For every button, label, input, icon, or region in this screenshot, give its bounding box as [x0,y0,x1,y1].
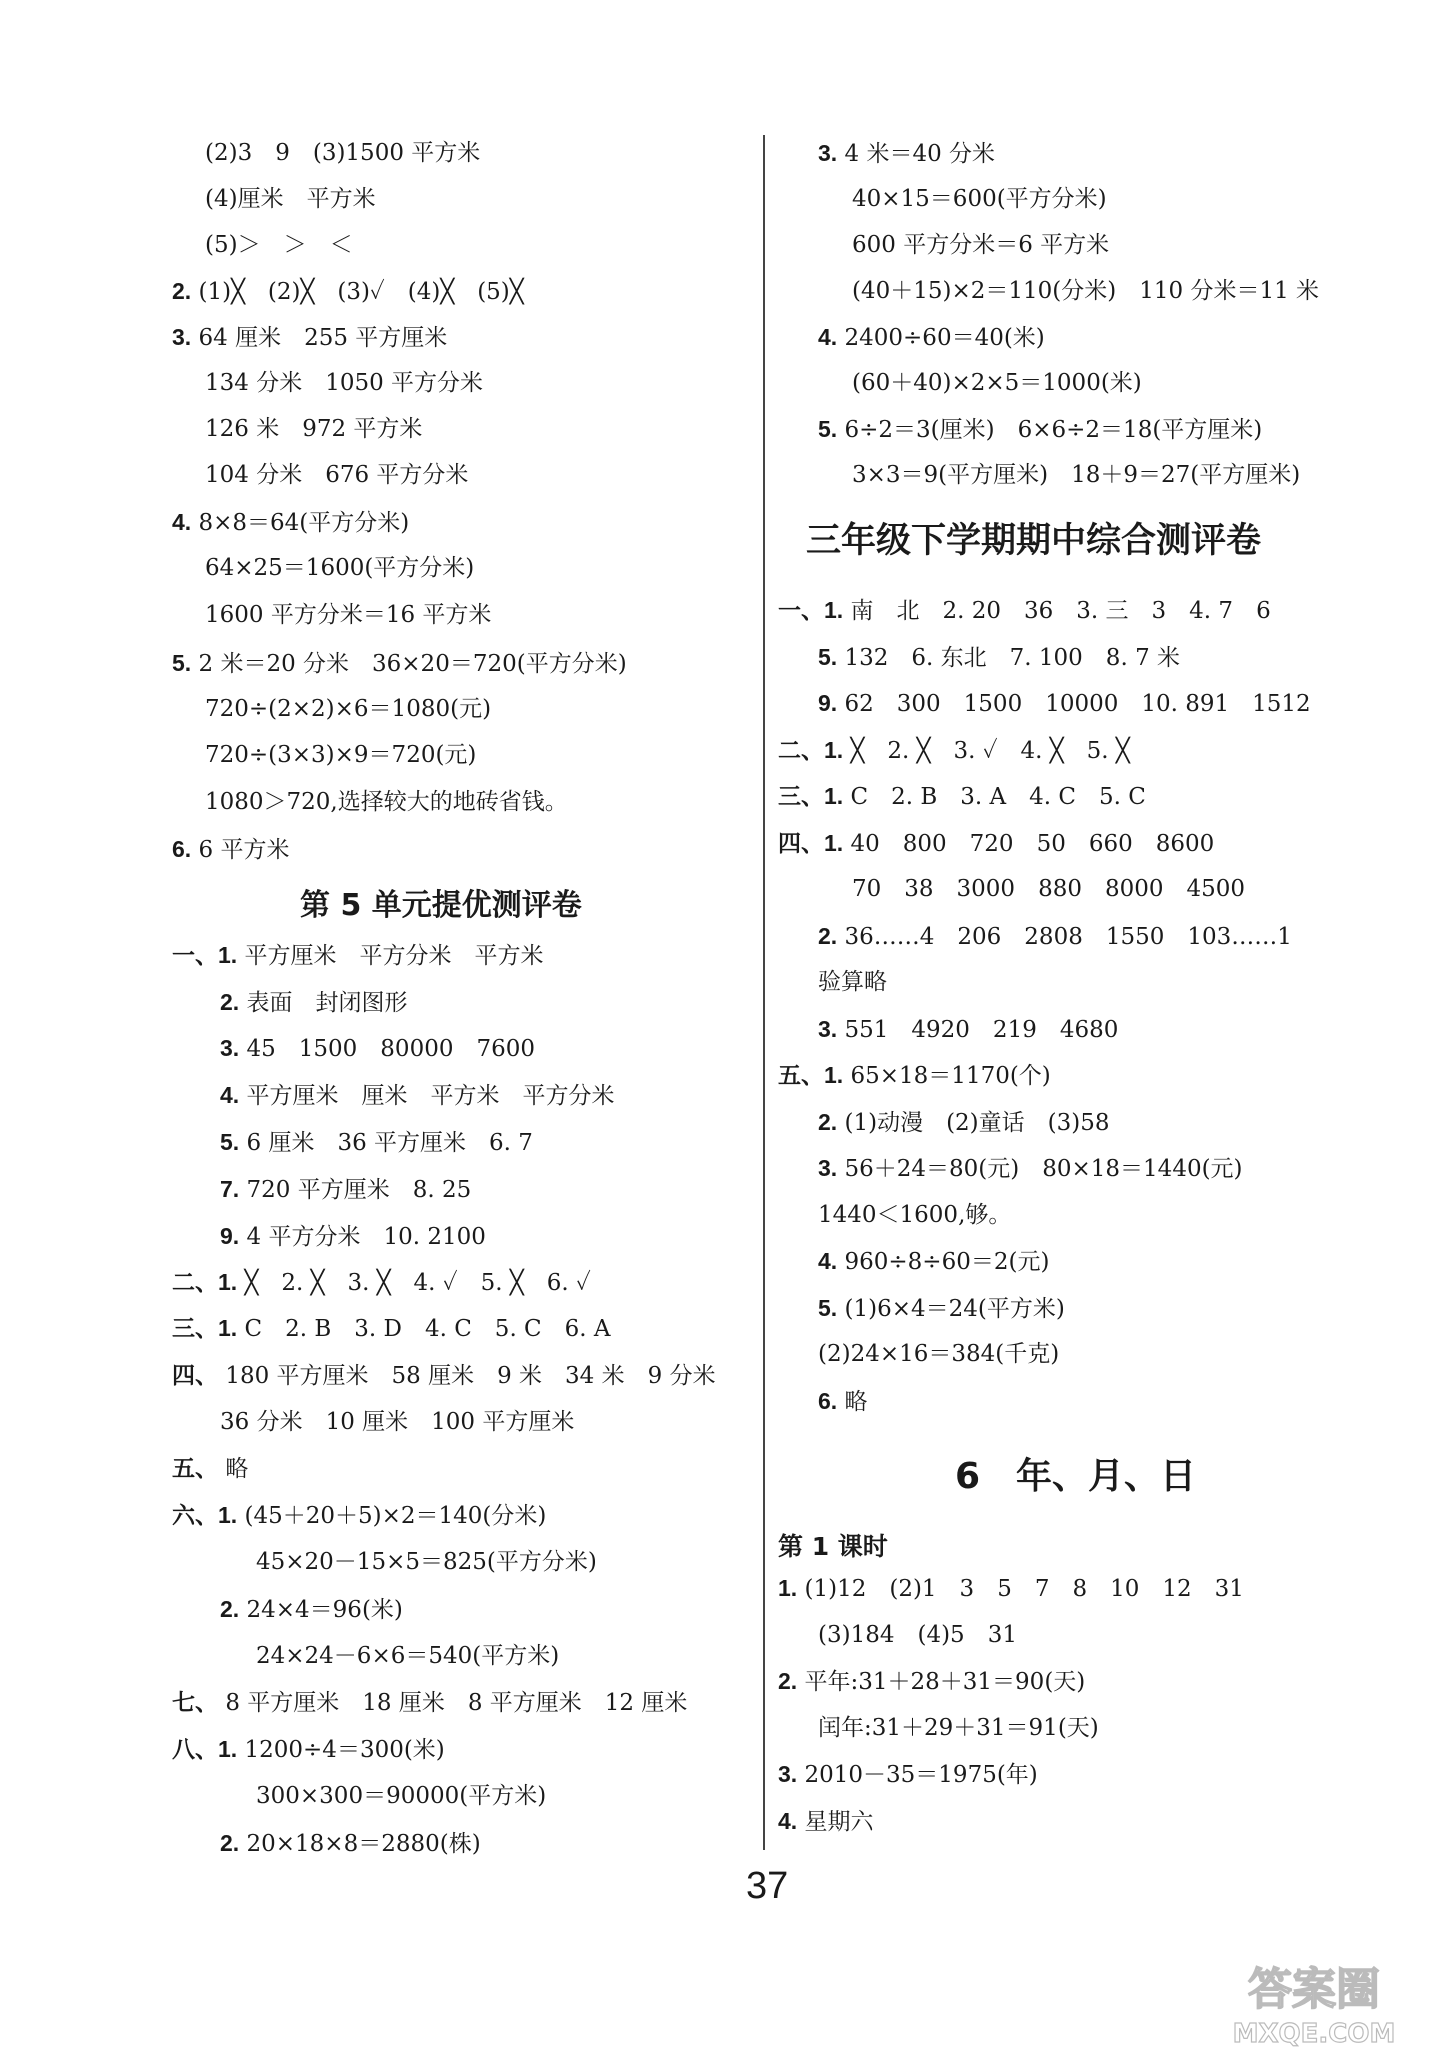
answer-line [220,1221,486,1252]
answer-text: (40＋15)×2＝110(分米) 110 分米＝11 米 [852,278,1320,304]
answer-line [852,230,1109,260]
answer-text: 南 北 2. 20 36 3. 三 3 4. 7 6 [850,598,1271,624]
answer-text: (1)6×4＝24(平方米) [844,1296,1065,1322]
answer-text: 104 分米 676 平方分米 [205,462,469,488]
answer-text: 960÷8÷60＝2(元) [844,1249,1050,1275]
answer-text: 8×8＝64(平方分米) [198,510,410,536]
answer-text: 720÷(3×3)×9＝720(元) [205,742,477,768]
answer-text: 3×3＝9(平方厘米) 18＋9＝27(平方厘米) [852,462,1301,488]
answer-number: 2. [220,1830,240,1856]
answer-line [256,1781,546,1811]
watermark-url: MXQE.COM [1232,2019,1396,2049]
answer-text: 24×24－6×6＝540(平方米) [256,1643,560,1669]
answer-number: 七、 [172,1689,218,1715]
answer-text: ╳ 2. ╳ 3. ╳ 4. ✓ 5. ╳ 6. ✓ [244,1270,591,1296]
answer-line [172,1734,445,1765]
answer-line [778,1666,1085,1697]
answer-line [172,1267,591,1298]
answer-number: 3. [778,1761,798,1787]
answer-text: 36……4 206 2808 1550 103……1 [844,924,1292,950]
answer-line [220,1080,615,1111]
answer-number: 1. [778,1575,798,1601]
answer-line [172,1313,611,1344]
answer-line [172,834,289,865]
answer-line [818,1014,1118,1045]
answer-number: 2. [220,989,240,1015]
answer-line [778,781,1146,812]
answer-line [818,967,887,997]
answer-text: 126 米 972 平方米 [205,416,423,442]
answer-text: 略 [225,1456,249,1482]
answer-number: 四、 [172,1362,218,1388]
answer-number: 八、1. [172,1736,238,1762]
answer-number: 2. [220,1596,240,1622]
answer-text: ╳ 2. ╳ 3. ✓ 4. ╳ 5. ╳ [850,738,1130,764]
answer-number: 三、1. [172,1315,238,1341]
answer-text: 1600 平方分米＝16 平方米 [205,602,492,628]
answer-line [256,1547,597,1577]
answer-text: 2 米＝20 分米 36×20＝720(平方分米) [198,651,627,677]
answer-text: 551 4920 219 4680 [844,1017,1119,1043]
answer-text: 平年:31＋28＋31＝90(天) [804,1669,1086,1695]
answer-text: 720÷(2×2)×6＝1080(元) [205,696,492,722]
chapter6-heading: 6 年、月、日 [955,1456,1197,1497]
answer-number: 3. [818,1016,838,1042]
answer-line [818,322,1045,353]
answer-text: 62 300 1500 10000 10. 891 1512 [844,691,1311,717]
answer-line [778,1806,874,1837]
answer-text: 180 平方厘米 58 厘米 9 米 34 米 9 分米 [225,1363,716,1389]
answer-text: 4 米＝40 分米 [844,141,996,167]
answer-text: 验算略 [818,969,887,995]
unit5-heading: 第 5 单元提优测评卷 [300,888,582,923]
answer-text: C 2. B 3. A 4. C 5. C [850,784,1146,810]
answer-text: (5)＞ ＞ ＜ [205,232,353,258]
answer-line [852,368,1142,398]
answer-text: 45 1500 80000 7600 [246,1036,535,1062]
answer-number: 二、1. [172,1269,238,1295]
answer-text: 2010－35＝1975(年) [804,1762,1038,1788]
watermark-logo [1194,1952,1434,2052]
answer-text: 1080＞720,选择较大的地砖省钱。 [205,789,568,815]
answer-text: 1200÷4＝300(米) [244,1737,445,1763]
answer-text: 720 平方厘米 8. 25 [246,1177,472,1203]
answer-line [778,828,1214,859]
answer-line [818,1713,1099,1743]
answer-number: 9. [818,690,838,716]
answer-line [220,1407,574,1437]
lesson1-heading: 第 1 课时 [778,1532,888,1561]
answer-line [818,1339,1059,1369]
answer-line [818,688,1311,719]
column-divider [763,135,765,1850]
answer-text: (4)厘米 平方米 [205,186,376,212]
answer-line [778,1759,1038,1790]
answer-line [818,1153,1243,1184]
answer-line [778,1573,1244,1604]
answer-text: 平方厘米 平方分米 平方米 [244,943,544,969]
answer-number: 五、 [172,1455,218,1481]
answer-number: 二、1. [778,737,844,763]
answer-text: (1)12 (2)1 3 5 7 8 10 12 31 [804,1576,1244,1602]
answer-number: 3. [818,140,838,166]
answer-number: 六、1. [172,1502,238,1528]
answer-line [205,694,491,724]
answer-line [818,642,1180,673]
answer-line [818,1200,1011,1230]
answer-text: 40 800 720 50 660 8600 [850,831,1215,857]
answer-text: 64 厘米 255 平方厘米 [198,325,448,351]
answer-line [778,735,1130,766]
answer-text: 134 分米 1050 平方分米 [205,370,484,396]
answer-number: 五、1. [778,1062,844,1088]
answer-line [220,1594,403,1625]
answer-line [818,1620,1017,1650]
answer-line [205,368,483,398]
answer-line [852,184,1107,214]
answer-line [818,1386,868,1417]
answer-text: (2)3 9 (3)1500 平方米 [205,140,481,166]
answer-number: 2. [818,923,838,949]
answer-line [220,1033,535,1064]
answer-number: 3. [818,1155,838,1181]
answer-number: 4. [818,324,838,350]
answer-line [172,1500,546,1531]
answer-line [205,553,474,583]
answer-line [172,276,524,307]
answer-number: 6. [818,1388,838,1414]
answer-number: 5. [818,644,838,670]
answer-number: 一、1. [172,942,238,968]
answer-text: 132 6. 东北 7. 100 8. 7 米 [844,645,1181,671]
answer-text: (1)╳ (2)╳ (3)✓ (4)╳ (5)╳ [198,279,524,305]
answer-line [852,460,1300,490]
answer-text: (60＋40)×2×5＝1000(米) [852,370,1142,396]
answer-line [818,921,1292,952]
answer-line [852,276,1319,306]
answer-number: 6. [172,836,192,862]
answer-line [205,600,491,630]
answer-line [205,740,476,770]
answer-line [205,460,468,490]
answer-text: 36 分米 10 厘米 100 平方厘米 [220,1409,575,1435]
answer-text: (1)动漫 (2)童话 (3)58 [844,1110,1110,1136]
answer-text: 4 平方分米 10. 2100 [246,1224,486,1250]
answer-text: (45＋20＋5)×2＝140(分米) [244,1503,547,1529]
answer-text: 70 38 3000 880 8000 4500 [852,876,1246,902]
answer-line [172,1360,716,1391]
answer-number: 4. [172,509,192,535]
answer-line [778,595,1271,626]
answer-text: 64×25＝1600(平方分米) [205,555,475,581]
answer-text: 40×15＝600(平方分米) [852,186,1107,212]
answer-line [205,414,422,444]
answer-line [172,940,544,971]
answer-line [220,987,408,1018]
answer-number: 3. [172,324,192,350]
answer-text: 略 [844,1389,868,1415]
answer-number: 9. [220,1223,240,1249]
answer-line [818,138,995,169]
answer-number: 4. [818,1248,838,1274]
answer-line [172,1453,248,1484]
answer-line [818,414,1262,445]
answer-number: 2. [172,278,192,304]
answer-text: 56＋24＝80(元) 80×18＝1440(元) [844,1156,1243,1182]
answer-line [778,1060,1051,1091]
answer-line [852,874,1245,904]
answer-line [205,787,568,817]
answer-line [172,507,409,538]
answer-text: 24×4＝96(米) [246,1597,403,1623]
answer-number: 5. [818,416,838,442]
answer-line [205,138,480,168]
answer-text: 2400÷60＝40(米) [844,325,1045,351]
answer-number: 2. [778,1668,798,1694]
page-number: 37 [746,1865,789,1907]
answer-number: 3. [220,1035,240,1061]
watermark-title: 答案圈 [1248,1964,1380,2015]
answer-text: C 2. B 3. D 4. C 5. C 6. A [244,1316,611,1342]
answer-text: 600 平方分米＝6 平方米 [852,232,1110,258]
answer-text: 闰年:31＋29＋31＝91(天) [818,1715,1099,1741]
answer-number: 5. [818,1295,838,1321]
answer-line [172,648,627,679]
midterm-heading: 三年级下学期期中综合测评卷 [806,521,1262,561]
answer-text: (3)184 (4)5 31 [818,1622,1017,1648]
answer-number: 7. [220,1176,240,1202]
answer-number: 一、1. [778,597,844,623]
answer-line [205,230,353,260]
answer-number: 5. [220,1129,240,1155]
answer-line [256,1641,559,1671]
answer-text: 1440＜1600,够。 [818,1202,1012,1228]
answer-line [205,184,376,214]
answer-text: 平方厘米 厘米 平方米 平方分米 [246,1083,615,1109]
answer-number: 2. [818,1109,838,1135]
answer-text: (2)24×16＝384(千克) [818,1341,1060,1367]
answer-number: 4. [778,1808,798,1834]
answer-line [172,322,447,353]
answer-text: 6 厘米 36 平方厘米 6. 7 [246,1130,533,1156]
answer-text: 星期六 [804,1809,874,1835]
answer-text: 45×20－15×5＝825(平方分米) [256,1549,597,1575]
answer-text: 表面 封闭图形 [246,990,408,1016]
answer-line [818,1246,1049,1277]
answer-text: 300×300＝90000(平方米) [256,1783,547,1809]
answer-text: 6 平方米 [198,837,290,863]
answer-line [220,1127,533,1158]
answer-number: 4. [220,1082,240,1108]
answer-text: 20×18×8＝2880(株) [246,1831,481,1857]
answer-number: 三、1. [778,783,844,809]
answer-text: 8 平方厘米 18 厘米 8 平方厘米 12 厘米 [225,1690,688,1716]
answer-line [220,1828,481,1859]
answer-line [818,1107,1110,1138]
answer-line [172,1687,687,1718]
answer-number: 四、1. [778,830,844,856]
answer-number: 5. [172,650,192,676]
answer-line [220,1174,471,1205]
answer-line [818,1293,1065,1324]
answer-text: 6÷2＝3(厘米) 6×6÷2＝18(平方厘米) [844,417,1263,443]
answer-text: 65×18＝1170(个) [850,1063,1051,1089]
